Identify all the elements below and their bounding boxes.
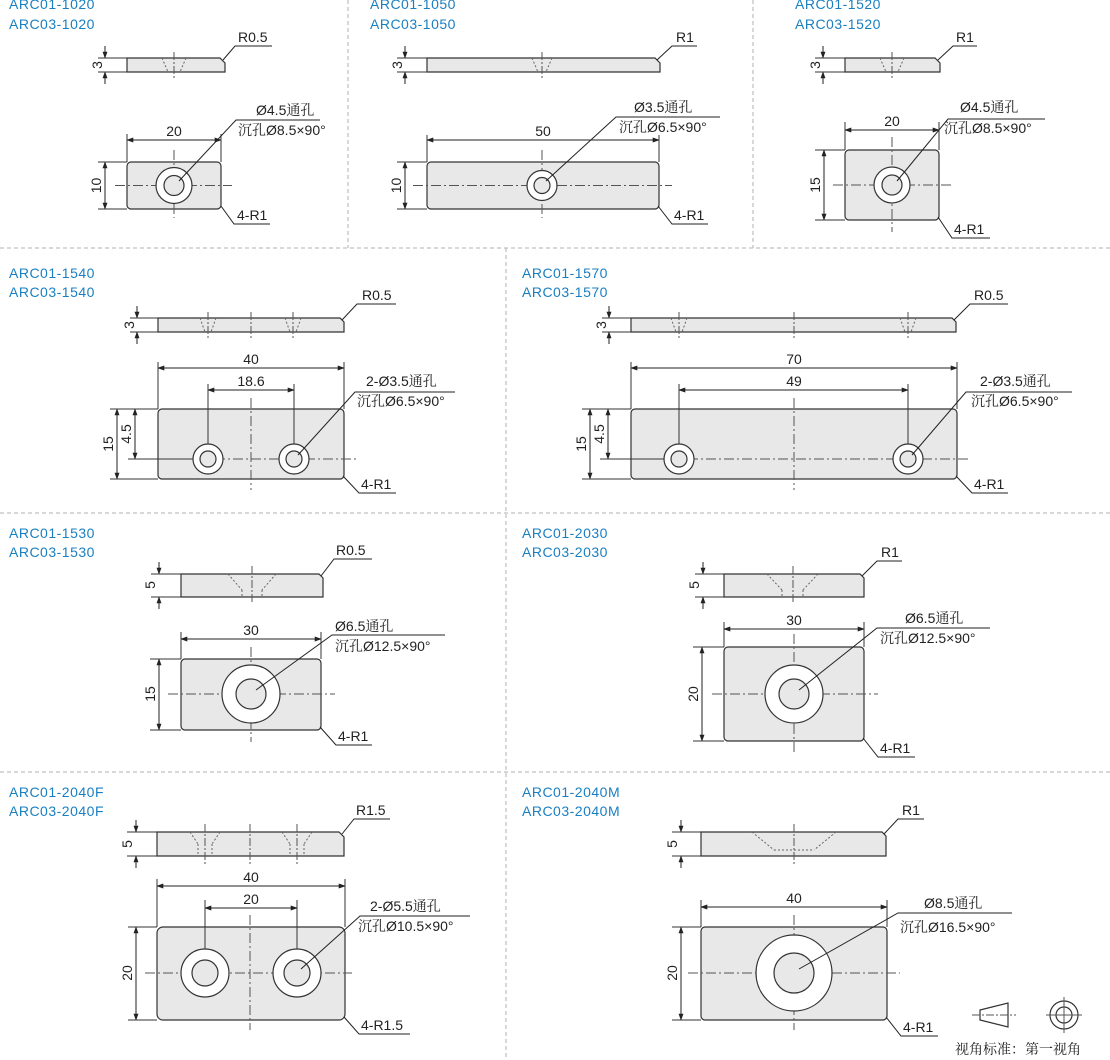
part-code: ARC03-2040F [9,803,104,819]
countersink-note: 沉孔Ø6.5×90° [357,393,445,409]
height-dim: 10 [388,177,404,194]
top-view [573,351,1072,493]
hole-note: 2-Ø3.5通孔 [980,373,1051,389]
part-code: ARC03-1520 [795,16,881,32]
height-dim: 15 [573,436,589,452]
edge-radius: R0.5 [336,542,366,558]
top-view [142,618,445,745]
part-code: ARC01-1540 [9,265,95,281]
thickness-dim: 5 [119,840,135,848]
frustum-end-icon [1046,997,1082,1033]
hole-note: Ø4.5通孔 [960,99,1019,115]
width-dim: 40 [243,869,259,885]
edge-radius: R1 [902,802,920,818]
part-code: ARC03-1050 [370,16,456,32]
thickness-dim: 3 [89,61,105,69]
part-code: ARC01-2040M [522,784,621,800]
part-code: ARC01-1520 [795,0,881,12]
panel-arc-1050 [370,0,720,224]
side-view [142,542,372,609]
countersink-note: 沉孔Ø8.5×90° [944,120,1032,136]
part-code: ARC03-1540 [9,284,95,300]
part-code: ARC01-2040F [9,784,104,800]
thickness-dim: 5 [664,840,680,848]
corner-radius: 4-R1 [903,1019,934,1035]
projection-legend [955,997,1082,1057]
view-standard-label: 视角标准：第一视角 [955,1041,1081,1057]
panel-arc-1570 [522,265,1072,493]
edge-radius: R1 [881,544,899,560]
part-code: ARC03-1530 [9,544,95,560]
hole-note: Ø3.5通孔 [634,99,693,115]
pitch-dim: 18.6 [237,373,265,389]
side-view [119,802,390,868]
part-code: ARC01-1050 [370,0,456,12]
pitch-dim: 20 [243,891,259,907]
hole-note: Ø6.5通孔 [335,618,394,634]
edge-radius: R0.5 [238,29,268,45]
countersink-note: 沉孔Ø6.5×90° [971,393,1059,409]
height-dim: 20 [664,965,680,981]
hole-note: 2-Ø5.5通孔 [370,898,441,914]
countersink-note: 沉孔Ø6.5×90° [619,119,707,135]
part-code: ARC03-2040M [522,803,621,819]
part-code: ARC01-1530 [9,525,95,541]
top-view [119,869,470,1034]
edge-radius: R0.5 [362,287,392,303]
corner-radius: 4-R1 [974,476,1005,492]
edge-radius: R0.5 [974,287,1004,303]
panel-arc-2040m [522,784,1012,1036]
side-view [664,802,924,868]
hole-note: 2-Ø3.5通孔 [366,373,437,389]
part-code: ARC01-2030 [522,525,608,541]
side-view [89,29,272,84]
panel-arc-1020 [9,0,326,224]
side-view [807,29,977,84]
side-view [686,544,902,609]
frustum-side-icon [972,1003,1016,1027]
height-dim: 15 [142,686,158,702]
thickness-dim: 3 [121,321,137,329]
width-dim: 70 [786,351,802,367]
hole-note: Ø8.5通孔 [924,895,983,911]
edge-radius: R1 [956,29,974,45]
thickness-dim: 5 [142,581,158,589]
corner-radius: 4-R1 [954,221,985,237]
countersink-note: 沉孔Ø16.5×90° [900,919,996,935]
hole-note: Ø4.5通孔 [256,102,315,118]
corner-radius: 4-R1 [880,740,911,756]
countersink-note: 沉孔Ø8.5×90° [238,122,326,138]
edge-radius: R1 [676,29,694,45]
side-view [121,287,396,344]
hole-offset-dim: 4.5 [591,424,607,444]
hole-offset-dim: 4.5 [118,424,134,444]
width-dim: 50 [535,123,551,139]
height-dim: 15 [807,177,823,193]
pitch-dim: 49 [786,373,802,389]
corner-radius: 4-R1 [237,207,268,223]
countersink-note: 沉孔Ø12.5×90° [335,638,431,654]
part-code: ARC03-1570 [522,284,608,300]
thickness-dim: 3 [807,61,823,69]
top-view [100,351,455,493]
top-view [685,610,990,757]
thickness-dim: 3 [593,321,609,329]
corner-radius: 4-R1 [361,476,392,492]
height-dim: 10 [88,177,104,194]
width-dim: 30 [243,622,259,638]
top-view [388,99,720,224]
thickness-dim: 3 [389,61,405,69]
top-view [664,890,1012,1036]
part-code: ARC01-1020 [9,0,95,12]
width-dim: 40 [243,351,259,367]
width-dim: 30 [786,612,802,628]
corner-radius: 4-R1 [338,728,369,744]
top-view [807,99,1045,238]
width-dim: 20 [166,123,182,139]
part-code: ARC03-1020 [9,16,95,32]
top-view [88,102,326,224]
countersink-note: 沉孔Ø10.5×90° [358,918,454,934]
thickness-dim: 5 [686,581,702,589]
part-code: ARC01-1570 [522,265,608,281]
height-dim: 15 [100,436,116,452]
height-dim: 20 [119,965,135,981]
width-dim: 40 [786,890,802,906]
panel-arc-2030 [522,525,990,757]
side-view [389,29,697,84]
width-dim: 20 [884,113,900,129]
edge-radius: R1.5 [356,802,386,818]
panel-arc-1530 [9,525,445,745]
corner-radius: 4-R1 [674,207,705,223]
corner-radius: 4-R1.5 [361,1017,404,1033]
side-view [593,287,1008,344]
panel-arc-2040f [9,784,470,1034]
panel-arc-1540 [9,265,455,493]
countersink-note: 沉孔Ø12.5×90° [880,630,976,646]
panel-arc-1520 [795,0,1045,238]
height-dim: 20 [685,686,701,702]
hole-note: Ø6.5通孔 [905,610,964,626]
part-code: ARC03-2030 [522,544,608,560]
